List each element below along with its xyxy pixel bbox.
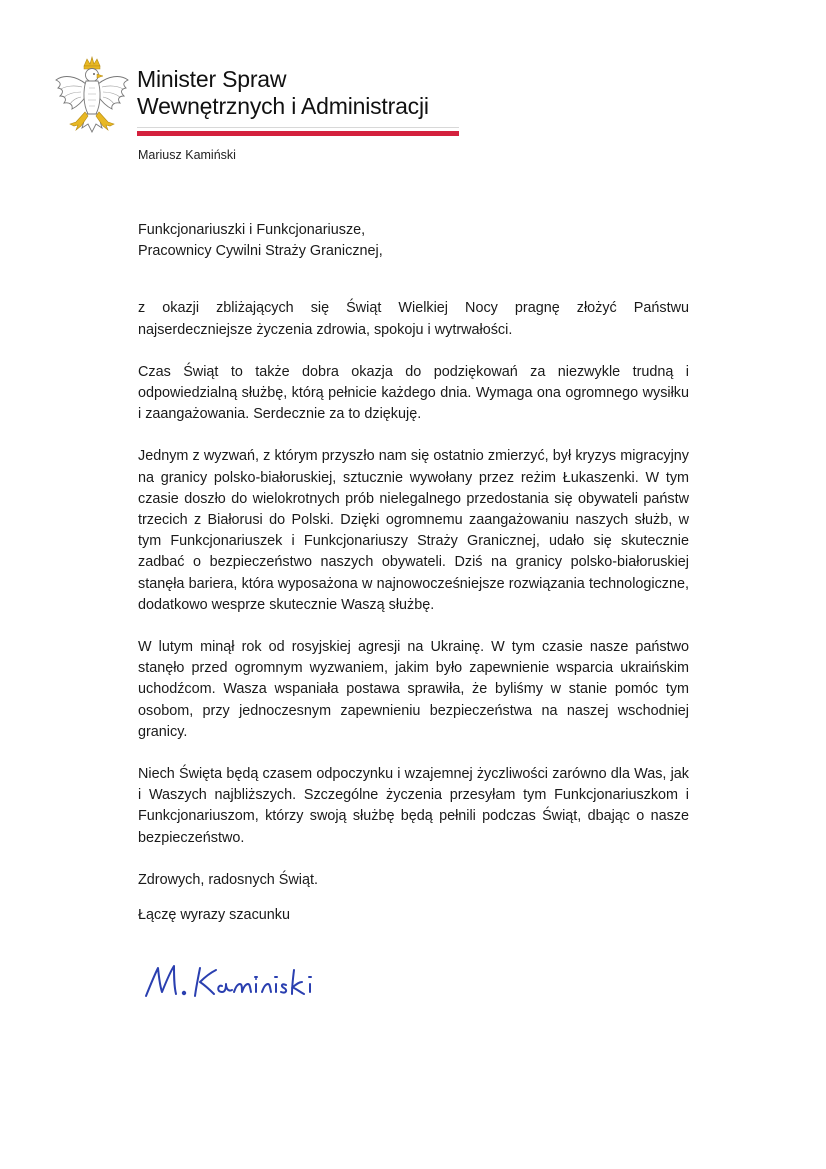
paragraph-3: Jednym z wyzwań, z którym przyszło nam się ostatnio zmierzyć, był kryzys migracyjny na granicy polsko-białoruskiej, sztucznie wywołany przez reżim Łukaszenki. W tym czasie doszło do wielokrotnych prób nielegalnego przedostania się obywateli państw trzecich z Białorusi do Polski. Dzięki ogromnemu zaangażowaniu naszych służb, w tym Funkcjonariuszek i Funkcjonariuszy Straży Granicznej, udało się skutecznie zadbać o bezpieczeństwo naszych obywateli. Dziś na granicy polsko-białoruskiej stanęła bariera, która wyposażona w najnowocześniejsze rozwiązania technologiczne, dodatkowo wesprze skutecznie Waszą służbę.: [138, 448, 689, 613]
ministry-title: [137, 66, 429, 120]
ministry-title-line1: Minister Spraw: [137, 66, 287, 92]
ministry-title-line2: Wewnętrznych i Administracji: [137, 93, 429, 119]
paragraph-4: W lutym minął rok od rosyjskiej agresji na Ukrainę. W tym czasie nasze państwo stanęło przed ogromnym wyzwaniem, jakim było zapewnienie wsparcia ukraińskim uchodźcom. Wasza wspaniała postawa sprawiła, że byliśmy w stanie pomóc tym osobom, przy jednoczesnym zapewnieniu bezpieczeństwa na naszej wschodniej granicy.: [138, 639, 689, 740]
signer-name: Mariusz Kamiński: [138, 148, 236, 162]
regards: Łączę wyrazy szacunku: [138, 907, 290, 924]
wishes: Zdrowych, radosnych Świąt.: [138, 871, 318, 888]
flag-white-stripe: [137, 127, 459, 130]
white-eagle-emblem-icon: [52, 56, 132, 142]
paragraph-5: Niech Święta będą czasem odpoczynku i wzajemnej życzliwości zarówno dla Was, jak i Waszych najbliższych. Szczególne życzenia przesyłam tym Funkcjonariuszkom i Funkcjonariuszom, którzy swoją służbę będą pełnili podczas Świąt, dbając o nasze bezpieczeństwo.: [138, 766, 689, 846]
salutation: [138, 220, 689, 262]
letter-body: [138, 220, 689, 940]
paragraph-2: Czas Świąt to także dobra okazja do podziękowań za niezwykle trudną i odpowiedzialną służbę, którą pełnicie każdego dnia. Wymaga ona ogromnego wysiłku i zaangażowania. Serdecznie za to dziękuję.: [138, 363, 689, 423]
handwritten-signature: [140, 958, 340, 1002]
salutation-line2: Pracownicy Cywilni Straży Granicznej,: [138, 243, 383, 260]
salutation-line1: Funkcjonariuszki i Funkcjonariusze,: [138, 222, 366, 238]
flag-red-stripe: [137, 131, 459, 136]
paragraph-1: z okazji zbliżających się Świąt Wielkiej Nocy pragnę złożyć Państwu najserdeczniejsze życzenia zdrowia, spokoju i wytrwałości.: [138, 300, 689, 338]
